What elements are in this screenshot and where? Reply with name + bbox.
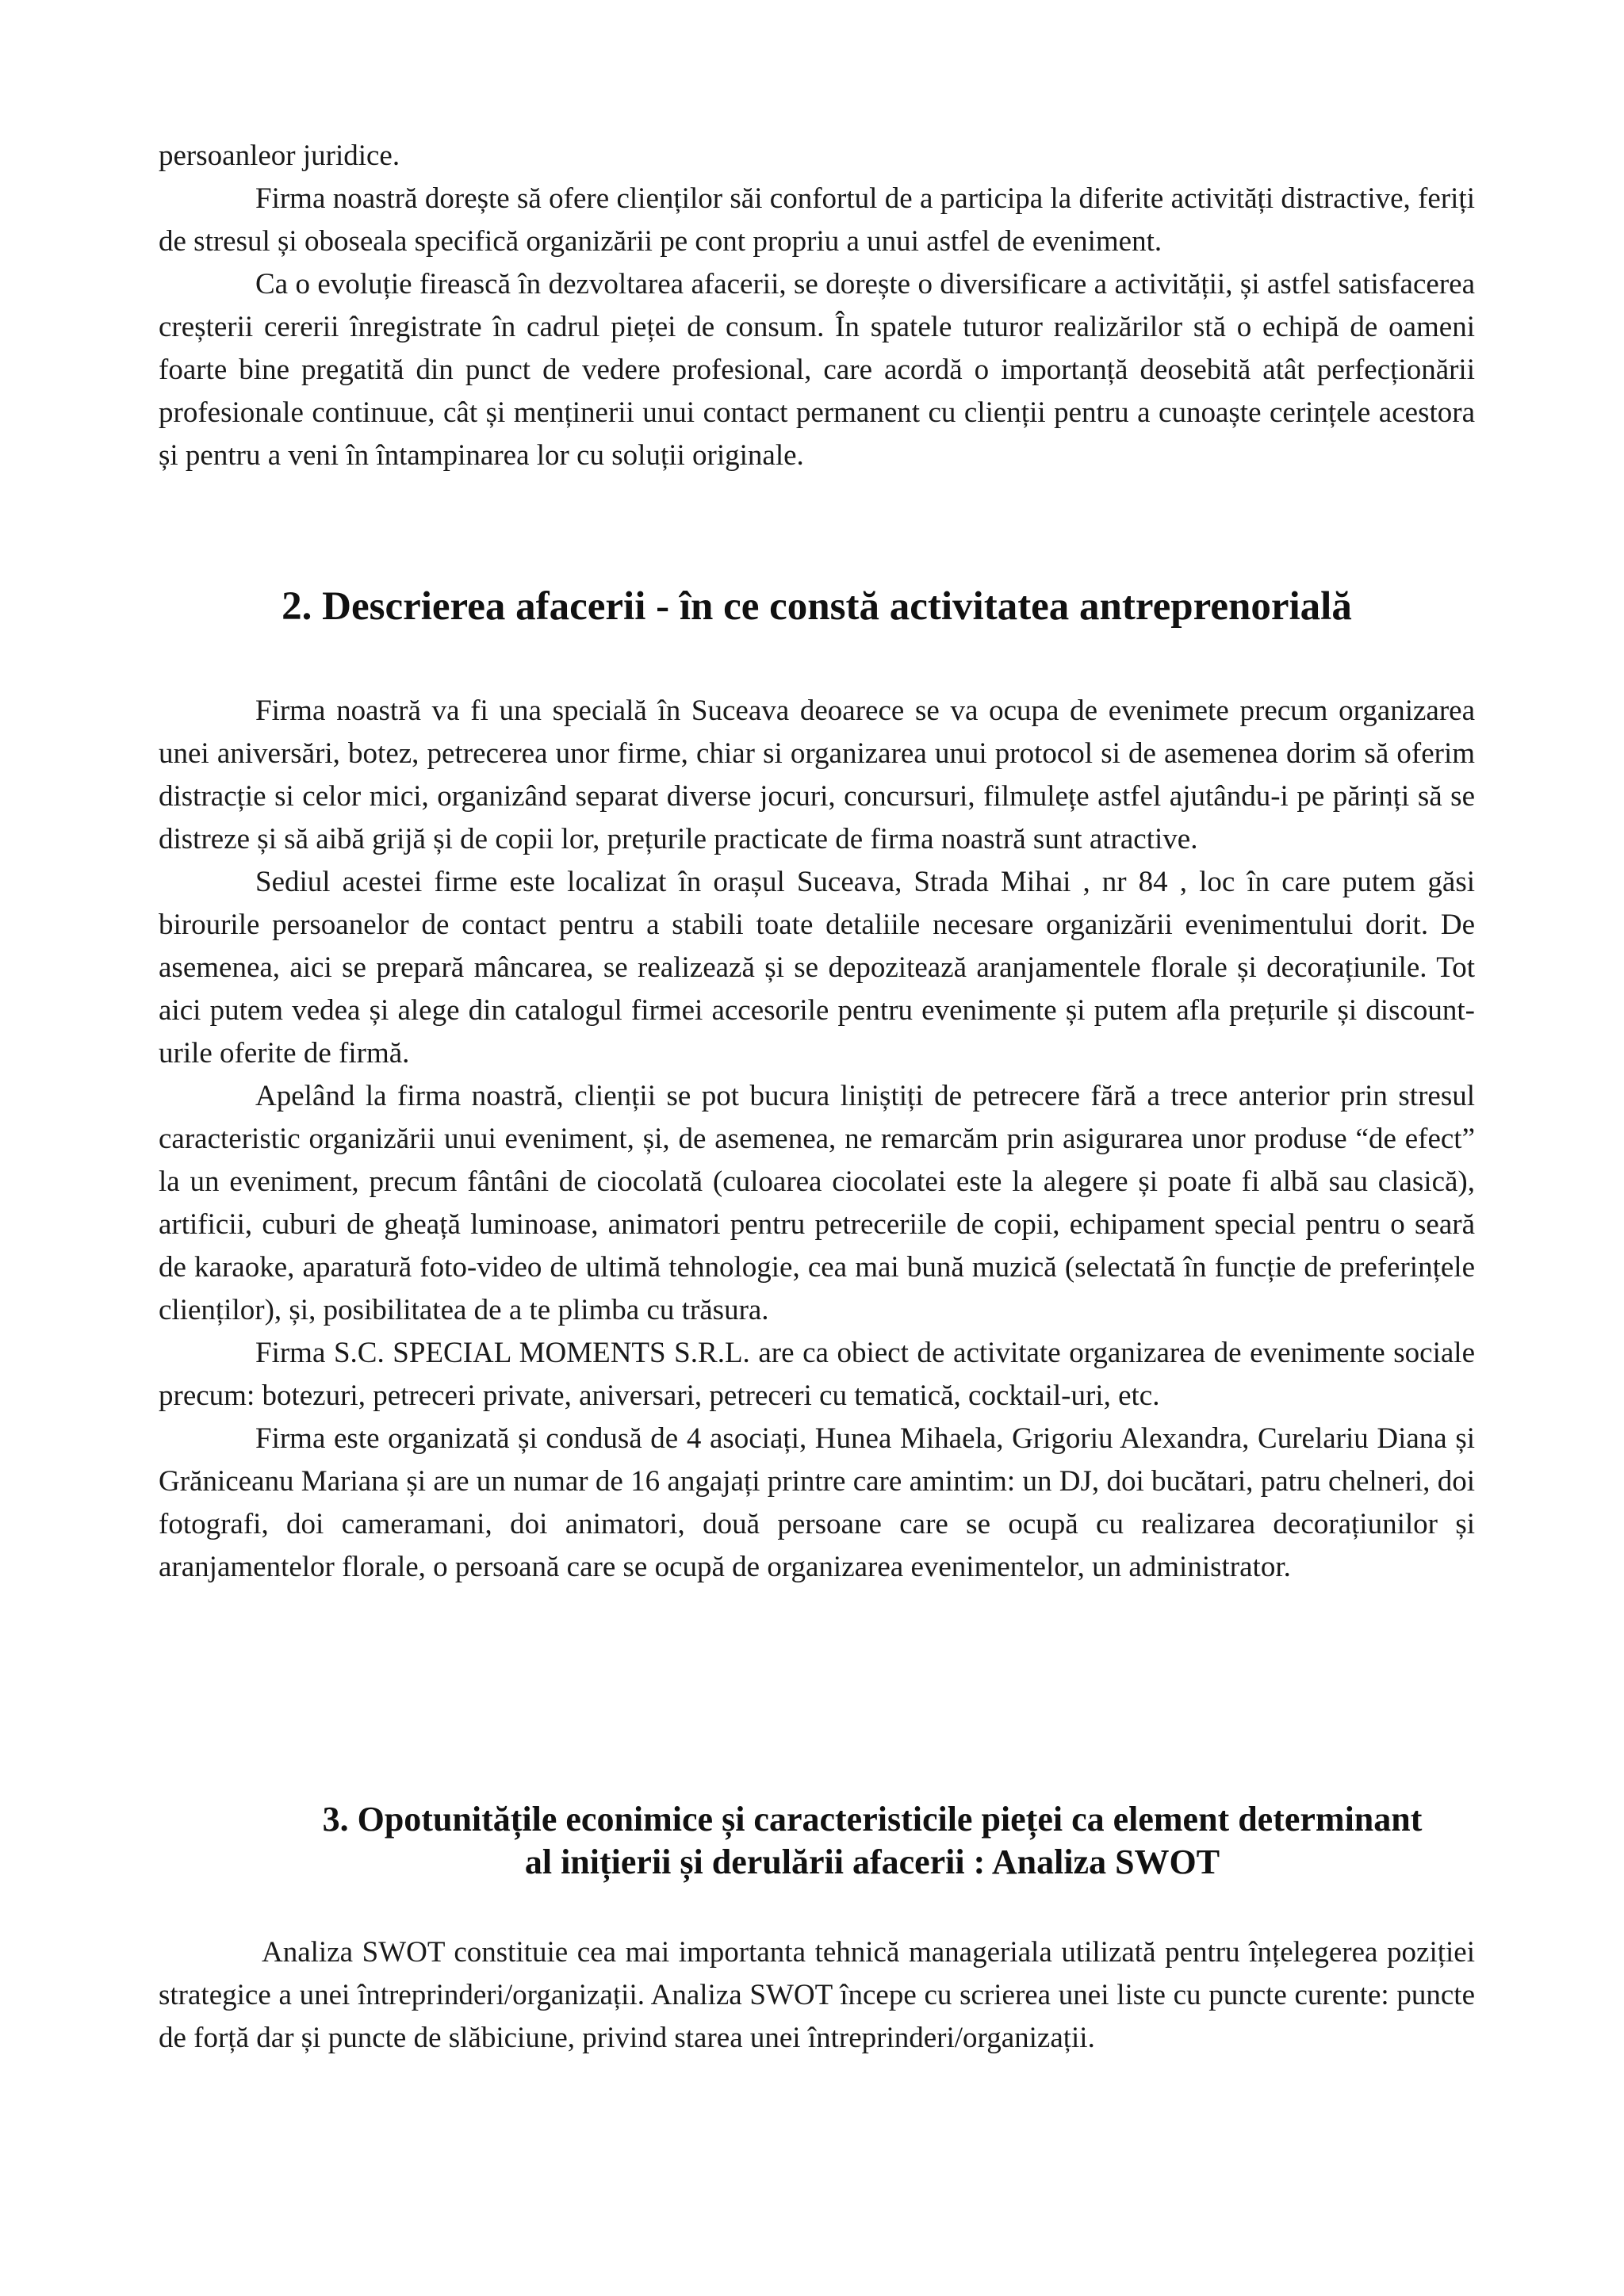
section-2-body xyxy=(159,690,1475,1589)
section-heading-line: 3. Opotunitățile econimice și caracteristicile pieței ca element determinant xyxy=(322,1800,1423,1839)
section-heading: 2. Descrierea afacerii - în ce constă activitatea antreprenorială xyxy=(282,584,1352,629)
paragraph: Apelând la firma noastră, clienții se pot bucura liniștiți de petrecere fără a trece anterior prin stresul caracteristic organizării unui eveniment, și, de asemenea, ne remarcăm prin asigurarea unor produse “de efect” la un eveniment, precum fântâni de ciocolată (culoarea ciocolatei este la alegere și poate fi albă sau clasică), artificii, cuburi de gheață luminoase, animatori pentru petreceriile de copii, echipament special pentru o seară de karaoke, aparatură foto-video de ultimă tehnologie, cea mai bună muzică (selectată în funcție de preferințele clienților), și, posibilitatea de a te plimba cu trăsura. xyxy=(159,1080,1475,1326)
paragraph: Firma este organizată și condusă de 4 asociați, Hunea Mihaela, Grigoriu Alexandra, Curelariu Diana și Grăniceanu Mariana și are un numar de 16 angajați printre care amintim: un DJ, doi bucătari, patru chelneri, doi fotografi, doi cameramani, doi animatori, două persoane care se ocupă cu realizarea decorațiunilor și aranjamentelor florale, o persoană care se ocupă de organizarea evenimentelor, un administrator. xyxy=(159,1422,1475,1583)
paragraph: persoanleor juridice. xyxy=(159,140,400,172)
paragraph: Firma noastră va fi una specială în Suceava deoarece se va ocupa de evenimete precum organizarea unei aniversări, botez, petrecerea unor firme, chiar si organizarea unui protocol si de asemenea dorim să oferim distracție si celor mici, organizând separat diverse jocuri, concursuri, filmulețe astfel ajutându-i pe părinți să se distreze și să aibă grijă și de copii lor, prețurile practicate de firma noastră sunt atractive. xyxy=(159,695,1475,855)
section-heading-line: al inițierii și derulării afacerii : Analiza SWOT xyxy=(524,1843,1220,1881)
section-3-body xyxy=(159,1931,1475,2060)
paragraph: Ca o evoluție firească în dezvoltarea afacerii, se dorește o diversificare a activității, și astfel satisfacerea creșterii cererii înregistrate în cadrul pieței de consum. În spatele tuturor realizărilor stă o echipă de oameni foarte bine pregatită din punct de vedere profesional, care acordă o importanță deosebită atât perfecționării profesionale continuue, cât și menținerii unui contact permanent cu clienții pentru a cunoaște cerințele acestora și pentru a veni în întampinarea lor cu soluții originale. xyxy=(159,268,1475,472)
intro-text-block xyxy=(159,135,1475,477)
paragraph: Sediul acestei firme este localizat în orașul Suceava, Strada Mihai , nr 84 , loc în care putem găsi birourile persoanelor de contact pentru a stabili toate detaliile necesare organizării evenimentului dorit. De asemenea, aici se prepară mâncarea, se realizează și se depozitează aranjamentele florale și decorațiunile. Tot aici putem vedea și alege din catalogul firmei accesorile pentru evenimente și putem afla prețurile și discount-urile oferite de firmă. xyxy=(159,866,1475,1070)
paragraph: Analiza SWOT constituie cea mai importanta tehnică manageriala utilizată pentru înțelegerea poziției strategice a unei întreprinderi/organizații. Analiza SWOT începe cu scrierea unei liste cu puncte curente: puncte de forță dar și puncte de slăbiciune, privind starea unei întreprinderi/organizații. xyxy=(159,1936,1475,2054)
paragraph: Firma noastră dorește să ofere clienților săi confortul de a participa la diferite activități distractive, feriți de stresul și oboseala specifică organizării pe cont propriu a unui astfel de eveniment. xyxy=(159,182,1475,258)
paragraph: Firma S.C. SPECIAL MOMENTS S.R.L. are ca obiect de activitate organizarea de evenimente sociale precum: botezuri, petreceri private, aniversari, petreceri cu tematică, cocktail-uri, etc. xyxy=(159,1337,1475,1412)
section-heading xyxy=(254,1798,1491,1884)
